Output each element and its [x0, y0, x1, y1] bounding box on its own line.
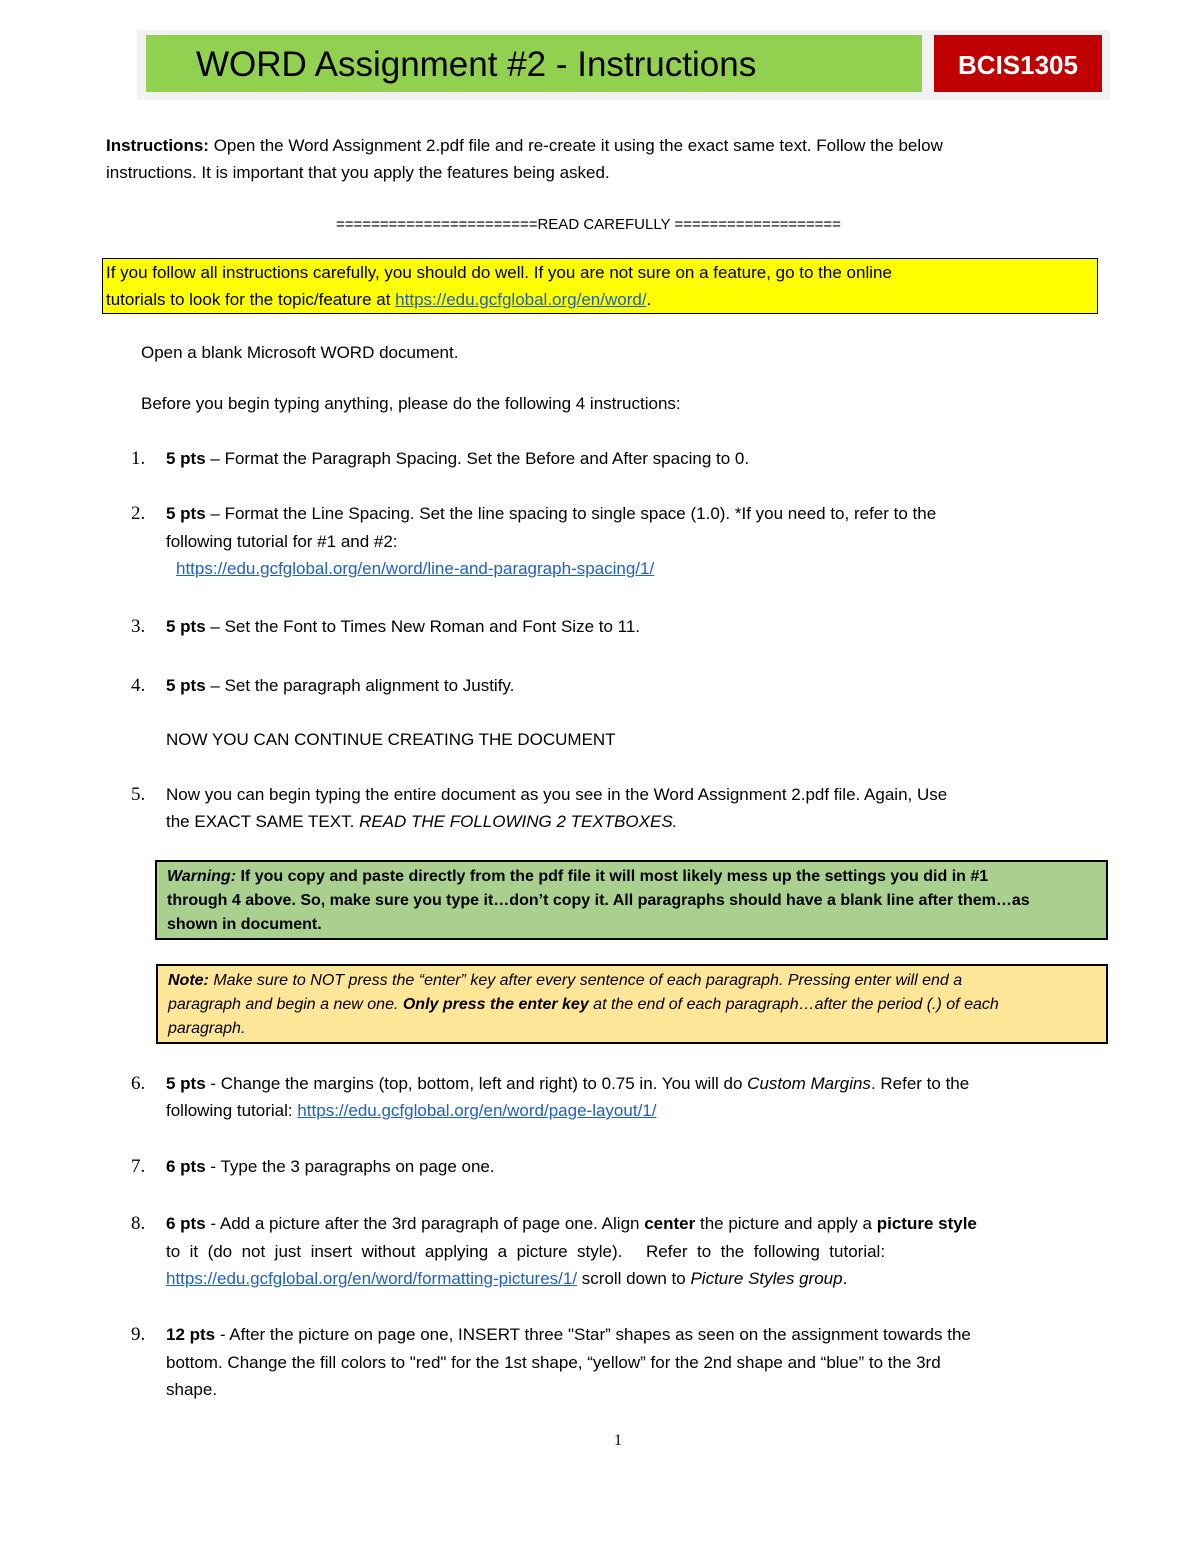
warning-line-1: Warning: If you copy and paste directly from the pdf file it will most likely mess up the settings you did in #1: [167, 868, 989, 885]
yellow-tip-line-1: If you follow all instructions carefully, you should do well. If you are not sure on a feature, go to the online: [106, 263, 892, 282]
yellow-tip-box: [102, 258, 1098, 314]
item-6-number: 6.: [131, 1073, 146, 1094]
before-begin-text: Before you begin typing anything, please do the following 4 instructions:: [141, 394, 681, 413]
page-number: 1: [614, 1432, 622, 1449]
item-1-number: 1.: [131, 448, 146, 469]
item-4-number: 4.: [131, 675, 146, 696]
page-title: WORD Assignment #2 - Instructions: [196, 45, 757, 84]
formatting-pictures-link[interactable]: https://edu.gcfglobal.org/en/word/formatting-pictures/1/: [166, 1269, 578, 1288]
note-box: [156, 964, 1108, 1044]
item-9-line-1: 12 pts - After the picture on page one, INSERT three "Star” shapes as seen on the assignment towards the: [166, 1325, 971, 1344]
intro-label: Instructions:: [106, 136, 209, 155]
item-7-number: 7.: [131, 1156, 146, 1177]
warning-line-2: through 4 above. So, make sure you type it…don’t copy it. All paragraphs should have a blank line after them…as: [167, 892, 1030, 909]
item-8-line-1: 6 pts - Add a picture after the 3rd paragraph of page one. Align center the picture and apply a picture style: [166, 1214, 977, 1233]
note-line-1: Note: Make sure to NOT press the “enter” key after every sentence of each paragraph. Pressing enter will end a: [168, 972, 963, 989]
note-label: Note:: [168, 972, 209, 989]
warning-box: [155, 860, 1108, 940]
item-8-number: 8.: [131, 1213, 146, 1234]
item-6-line-2: following tutorial: https://edu.gcfglobal.org/en/word/page-layout/1/: [166, 1101, 657, 1120]
item-8-line-2: to it (do not just insert without applying a picture style). Refer to the following tutorial:: [166, 1242, 886, 1261]
line-spacing-link[interactable]: https://edu.gcfglobal.org/en/word/line-and-paragraph-spacing/1/: [176, 559, 655, 578]
item-1-text: 5 pts – Format the Paragraph Spacing. Set the Before and After spacing to 0.: [166, 449, 750, 468]
page-layout-link[interactable]: https://edu.gcfglobal.org/en/word/page-layout/1/: [297, 1101, 657, 1120]
item-9-line-2: bottom. Change the fill colors to "red" for the 1st shape, “yellow” for the 2nd shape and “blue” to the 3rd: [166, 1353, 941, 1372]
item-5-line-2: the EXACT SAME TEXT. READ THE FOLLOWING 2 TEXTBOXES.: [166, 812, 678, 831]
item-6-line-1: 5 pts - Change the margins (top, bottom, left and right) to 0.75 in. You will do Custom Margins. Refer to the: [166, 1074, 970, 1093]
item-5-number: 5.: [131, 784, 146, 805]
note-line-2: paragraph and begin a new one. Only press the enter key at the end of each paragraph…after the period (.) of each: [168, 996, 999, 1013]
item-4-text: 5 pts – Set the paragraph alignment to Justify.: [166, 676, 515, 695]
item-3-text: 5 pts – Set the Font to Times New Roman and Font Size to 11.: [166, 617, 641, 636]
note-line-3: paragraph.: [168, 1020, 246, 1037]
yellow-tip-line-2: tutorials to look for the topic/feature at https://edu.gcfglobal.org/en/word/.: [106, 290, 652, 309]
item-8-line-3: https://edu.gcfglobal.org/en/word/formatting-pictures/1/ scroll down to Picture Styles group.: [166, 1269, 848, 1288]
open-blank-text: Open a blank Microsoft WORD document.: [141, 343, 459, 362]
item-9-line-3: shape.: [166, 1380, 218, 1399]
continue-text: NOW YOU CAN CONTINUE CREATING THE DOCUMENT: [166, 730, 616, 749]
item-3-number: 3.: [131, 616, 146, 637]
item-2-link: [176, 556, 654, 582]
title-banner: [146, 35, 922, 92]
item-5-line-1: Now you can begin typing the entire document as you see in the Word Assignment 2.pdf file. Again, Use: [166, 785, 948, 804]
course-code: BCIS1305: [958, 50, 1078, 80]
gcf-word-link[interactable]: https://edu.gcfglobal.org/en/word/: [395, 290, 647, 309]
intro-line-1: Instructions: Open the Word Assignment 2.pdf file and re-create it using the exact same text. Follow the below: [106, 136, 943, 155]
course-code-banner: [934, 35, 1102, 92]
warning-line-3: shown in document.: [167, 916, 322, 933]
intro-line-2: instructions. It is important that you apply the features being asked.: [106, 163, 610, 182]
item-2-line-2: following tutorial for #1 and #2:: [166, 532, 398, 551]
item-9-number: 9.: [131, 1324, 146, 1345]
item-2-number: 2.: [131, 503, 146, 524]
item-2-line-1: 5 pts – Format the Line Spacing. Set the line spacing to single space (1.0). *If you need to, refer to the: [166, 504, 937, 523]
read-carefully-divider: =======================READ CAREFULLY ===================: [336, 216, 841, 233]
item-7-text: 6 pts - Type the 3 paragraphs on page one.: [166, 1157, 495, 1176]
warning-label: Warning:: [167, 868, 237, 885]
